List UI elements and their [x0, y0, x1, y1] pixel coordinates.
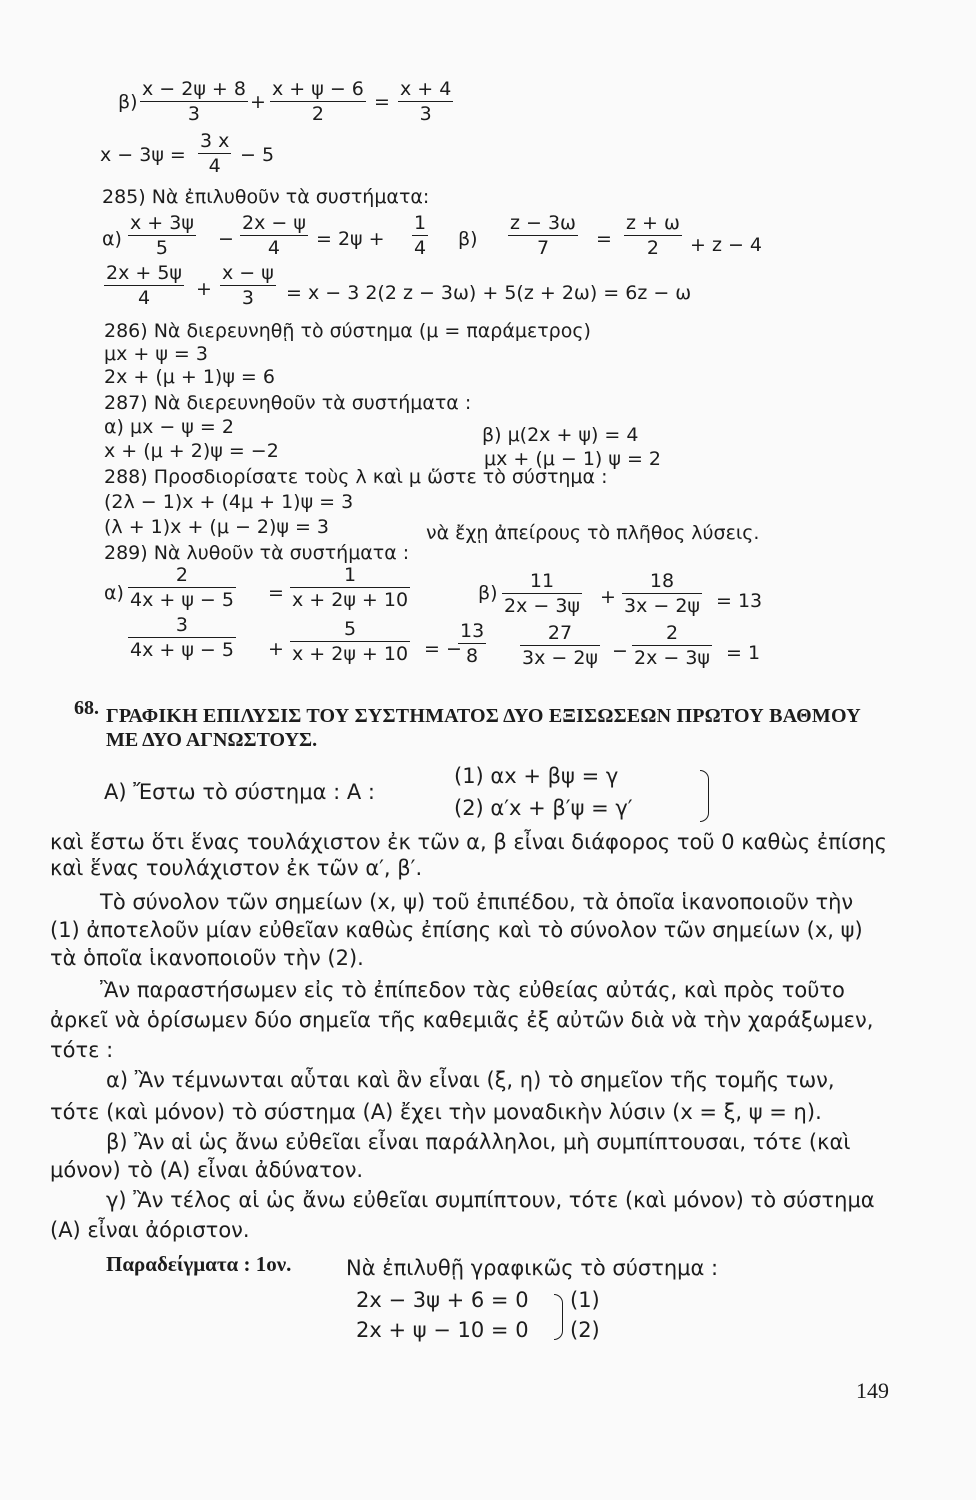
equation-text: x − 3ψ =: [100, 144, 186, 166]
operator: −: [218, 228, 234, 250]
paragraph-line: Τὸ σύνολον τῶν σημείων (x, ψ) τοῦ ἐπιπέδου, τὰ ὁποῖα ἱκανοποιοῦν τὴν: [100, 890, 854, 914]
operator: =: [374, 91, 390, 113]
denominator: 2x − 3ψ: [504, 595, 580, 617]
equation-line: 2x + (μ + 1)ψ = 6: [104, 366, 275, 388]
denominator: 3: [419, 103, 432, 125]
exercise-title: 288) Προσδιορίσατε τοὺς λ καὶ μ ὥστε τὸ σύστημα :: [104, 466, 608, 488]
equation-number: (1): [570, 1288, 600, 1312]
fraction: [198, 132, 231, 176]
denominator: x + 2ψ + 10: [292, 589, 409, 611]
fraction: [104, 264, 184, 308]
fraction: [632, 624, 712, 668]
ex284b-label: β): [118, 91, 138, 113]
numerator: 2x − ψ: [242, 212, 306, 234]
exercise-title: 285) Νὰ ἐπιλυθοῦν τὰ συστήματα:: [102, 186, 430, 208]
paragraph-line: καὶ ἕνας τουλάχιστον ἐκ τῶν α′, β′.: [50, 856, 423, 880]
example-equation-2: 2x + ψ − 10 = 0: [356, 1318, 529, 1342]
paragraph-line: ἀρκεῖ νὰ ὁρίσωμεν δύο σημεῖα τῆς καθεμιᾶς ἐξ αὐτῶν διὰ νὰ τὴν χαράξωμεν,: [50, 1008, 874, 1032]
equation-text: = 2ψ +: [316, 228, 385, 250]
equation-text: + z − 4: [690, 234, 763, 256]
operator: +: [250, 91, 266, 113]
fraction: [502, 572, 582, 616]
numerator: 3 x: [200, 130, 230, 152]
numerator: 27: [520, 624, 600, 646]
numerator: 13: [460, 620, 485, 642]
example-text: Νὰ ἐπιλυθῇ γραφικῶς τὸ σύστημα :: [346, 1256, 719, 1280]
operator: =: [596, 228, 612, 250]
denominator: 4: [137, 287, 151, 309]
numerator: 11: [502, 572, 582, 594]
denominator: 3x − 2ψ: [522, 647, 598, 669]
item-label: α): [104, 582, 124, 604]
paragraph-line: τότε :: [50, 1038, 114, 1062]
denominator: 2: [311, 103, 324, 125]
section-number: 68.: [74, 697, 99, 719]
denominator: 3x − 2ψ: [624, 595, 700, 617]
paragraph-line: μόνον) τὸ (Α) εἶναι ἀδύνατον.: [50, 1158, 364, 1182]
denominator: 4x + ψ − 5: [130, 639, 234, 661]
denominator: 2x − 3ψ: [634, 647, 710, 669]
item-label: α): [102, 228, 122, 250]
numerator: z + ω: [626, 212, 680, 234]
denominator: 8: [466, 645, 479, 667]
denominator: 3: [241, 287, 254, 309]
system-intro: Α) Ἔστω τὸ σύστημα : Α :: [104, 780, 375, 804]
numerator: 1: [290, 566, 410, 588]
equation-text: = 1: [726, 642, 761, 664]
example-equation-1: 2x − 3ψ + 6 = 0: [356, 1288, 529, 1312]
system-equation-2: (2) α′x + β′ψ = γ′: [454, 796, 633, 820]
numerator: z − 3ω: [510, 212, 576, 234]
equation-line: μx + (μ − 1) ψ = 2: [484, 448, 661, 470]
fraction: [624, 214, 682, 258]
numerator: 2: [632, 624, 712, 646]
numerator: x + ψ − 6: [272, 78, 364, 100]
denominator: x + 2ψ + 10: [292, 643, 409, 665]
fraction: [140, 80, 248, 124]
paragraph-line: τότε (καὶ μόνον) τὸ σύστημα (Α) ἔχει τὴν μοναδικὴν λύσιν (x = ξ, ψ = η).: [50, 1100, 822, 1124]
operator: =: [268, 582, 284, 604]
numerator: x + 4: [400, 78, 452, 100]
paragraph-line: Ἂν παραστήσωμεν εἰς τὸ ἐπίπεδον τὰς εὐθείας αὐτάς, καὶ πρὸς τοῦτο: [100, 978, 845, 1002]
exercise-title: 286) Νὰ διερευνηθῇ τὸ σύστημα (μ = παράμετρος): [104, 320, 591, 342]
equation-text: = −: [424, 638, 462, 660]
exercise-title: 289) Νὰ λυθοῦν τὰ συστήματα :: [104, 542, 410, 564]
paragraph-line: (1) ἀποτελοῦν μίαν εὐθεῖαν καθὼς ἐπίσης καὶ τὸ σύνολον τῶν σημείων (x, ψ): [50, 918, 863, 942]
fraction: [220, 264, 276, 308]
section-title: ΓΡΑΦΙΚΗ ΕΠΙΛΥΣΙΣ ΤΟΥ ΣΥΣΤΗΜΑΤΟΣ ΔΥΟ ΕΞΙΣΩΣΕΩΝ ΠΡΩΤΟΥ ΒΑΘΜΟΥ: [106, 705, 861, 727]
paragraph-line: τὰ ὁποῖα ἱκανοποιοῦν τὴν (2).: [50, 946, 364, 970]
denominator: 2: [646, 237, 659, 259]
system-equation-1: (1) αx + βψ = γ: [454, 764, 619, 788]
right-brace-icon: [700, 770, 709, 822]
fraction: [508, 214, 578, 258]
paragraph-line: β) Ἂν αἱ ὡς ἄνω εὐθεῖαι εἶναι παράλληλοι, μὴ συμπίπτουσαι, τότε (καὶ: [106, 1130, 851, 1154]
equation-line: μx + ψ = 3: [104, 343, 208, 365]
equation-line: β) μ(2x + ψ) = 4: [482, 424, 639, 446]
operator: −: [612, 640, 628, 662]
fraction: [398, 80, 453, 124]
fraction: [270, 80, 366, 124]
denominator: 7: [536, 237, 550, 259]
denominator: 4: [414, 237, 427, 259]
numerator: x − 2ψ + 8: [142, 78, 246, 100]
item-label: β): [478, 582, 498, 604]
numerator: 5: [290, 620, 410, 642]
paragraph-line: (Α) εἶναι ἀόριστον.: [50, 1218, 250, 1242]
fraction: [128, 214, 196, 258]
numerator: 3: [128, 616, 236, 638]
paragraph-line: α) Ἂν τέμνωνται αὗται καὶ ἂν εἶναι (ξ, η) τὸ σημεῖον τῆς τομῆς των,: [106, 1068, 835, 1092]
fraction: [412, 214, 428, 258]
item-label: β): [458, 228, 478, 250]
equation-text: = x − 3 2(2 z − 3ω) + 5(z + 2ω) = 6z − ω: [286, 282, 692, 304]
exercise-title: 287) Νὰ διερευνηθοῦν τὰ συστήματα :: [104, 392, 472, 414]
fraction: [128, 616, 236, 660]
fraction: [240, 214, 308, 258]
equation-line: (λ + 1)x + (μ − 2)ψ = 3: [104, 516, 330, 538]
equation-line: x + (μ + 2)ψ = −2: [104, 440, 279, 462]
numerator: 2: [128, 566, 236, 588]
equation-number: (2): [570, 1318, 600, 1342]
equation-text: − 5: [240, 144, 275, 166]
equation-line: α) μx − ψ = 2: [104, 416, 234, 438]
fraction: [290, 620, 410, 664]
numerator: x + 3ψ: [130, 212, 194, 234]
numerator: 18: [622, 572, 702, 594]
denominator: 4: [208, 155, 221, 177]
fraction: [128, 566, 236, 610]
equation-text: = 13: [716, 590, 763, 612]
fraction: [520, 624, 600, 668]
numerator: x − ψ: [222, 262, 274, 284]
fraction: [622, 572, 702, 616]
denominator: 3: [187, 103, 201, 125]
right-brace-icon: [554, 1294, 563, 1340]
operator: +: [196, 278, 212, 300]
note-text: νὰ ἔχῃ ἀπείρους τὸ πλῆθος λύσεις.: [426, 522, 760, 544]
denominator: 4x + ψ − 5: [130, 589, 234, 611]
operator: +: [268, 638, 284, 660]
section-title-line2: ΜΕ ΔΥΟ ΑΓΝΩΣΤΟΥΣ.: [106, 729, 318, 751]
paragraph-line: καὶ ἔστω ὅτι ἕνας τουλάχιστον ἐκ τῶν α, β εἶναι διάφορος τοῦ 0 καθὼς ἐπίσης: [50, 830, 887, 854]
page-number: 149: [856, 1378, 889, 1403]
denominator: 5: [155, 237, 168, 259]
fraction: [290, 566, 410, 610]
paragraph-line: γ) Ἂν τέλος αἱ ὡς ἄνω εὐθεῖαι συμπίπτουν, τότε (καὶ μόνον) τὸ σύστημα: [106, 1188, 875, 1212]
fraction: [458, 622, 486, 666]
denominator: 4: [267, 237, 280, 259]
equation-line: (2λ − 1)x + (4μ + 1)ψ = 3: [104, 491, 354, 513]
operator: +: [600, 586, 616, 608]
numerator: 1: [414, 212, 427, 234]
example-label: Παραδείγματα : 1ον.: [106, 1252, 292, 1276]
numerator: 2x + 5ψ: [106, 262, 182, 284]
